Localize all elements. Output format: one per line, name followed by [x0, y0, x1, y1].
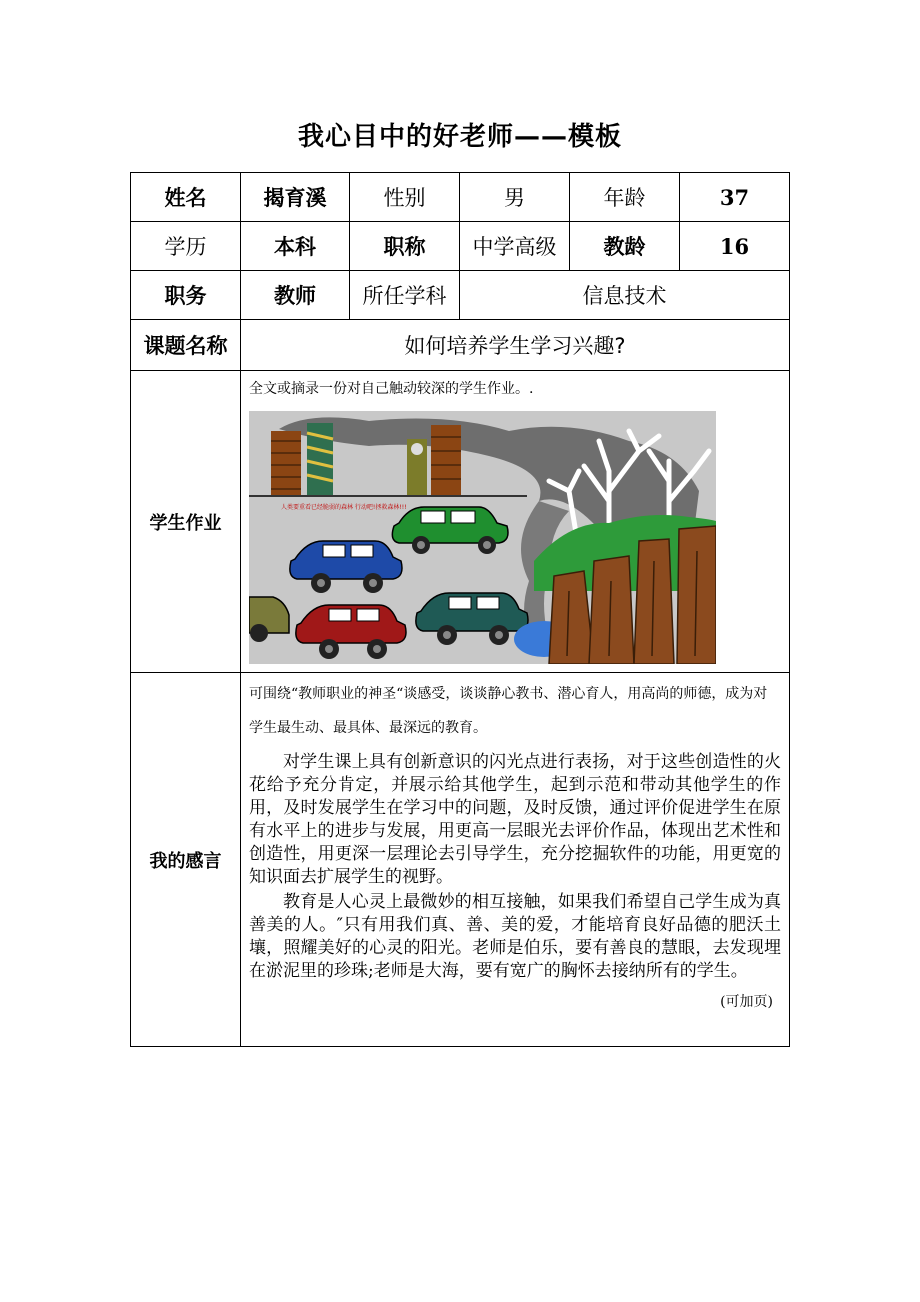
table-row	[131, 271, 790, 320]
gender-label: 性别	[350, 173, 460, 222]
drawing-caption: 人类要重看已经脆弱的森林 行动吧!拯救森林!!!	[281, 504, 407, 511]
subject-value: 信息技术	[460, 271, 790, 320]
page-title: 我心目中的好老师——模板	[297, 122, 622, 152]
name-value: 揭育溪	[241, 173, 350, 222]
table-row	[131, 371, 790, 673]
education-label: 学历	[131, 222, 241, 271]
teacher-info-table	[130, 172, 790, 1047]
homework-cell	[241, 371, 790, 673]
add-page-note: (可加页)	[720, 994, 773, 1010]
gender-value: 男	[460, 173, 570, 222]
table-row	[131, 222, 790, 271]
position-value: 教师	[241, 271, 350, 320]
reflection-prompt: 可围绕“教师职业的神圣“谈感受，谈谈静心教书、潜心育人，用高尚的师德，成为对学生最生动、最具体、最深远的教育。	[249, 686, 768, 736]
homework-label: 学生作业	[131, 371, 241, 673]
name-label: 姓名	[131, 173, 241, 222]
reflection-label: 我的感言	[131, 673, 241, 1047]
table-row	[131, 673, 790, 1047]
reflection-paragraph-1: 对学生课上具有创新意识的闪光点进行表扬，对于这些创造性的火花给予充分肯定，并展示给其他学生，起到示范和带动其他学生的作用，及时发展学生在学习中的问题，及时反馈，通过评价促进学生在原有水平上的进步与发展，用更高一层眼光去评价作品，体现出艺术性和创造性，用更深一层理论去引导学生，充分挖掘软件的功能，用更宽的知识面去扩展学生的视野。	[249, 752, 781, 887]
title-value: 中学高级	[460, 222, 570, 271]
subject-label: 所任学科	[350, 271, 460, 320]
topic-label: 课题名称	[131, 320, 241, 371]
table-row	[131, 320, 790, 371]
education-value: 本科	[241, 222, 350, 271]
age-value: 37	[680, 173, 790, 222]
reflection-paragraph-2: 教育是人心灵上最微妙的相互接触，如果我们希望自己学生成为真善美的人。″只有用我们真、善、美的爱，才能培育良好品德的肥沃土壤，照耀美好的心灵的阳光。老师是伯乐，要有善良的慧眼，去发现埋在淤泥里的珍珠;老师是大海，要有宽广的胸怀去接纳所有的学生。	[249, 892, 781, 981]
age-label: 年龄	[570, 173, 680, 222]
teaching-years-value: 16	[680, 222, 790, 271]
student-drawing	[249, 411, 716, 664]
position-label: 职务	[131, 271, 241, 320]
title-label: 职称	[350, 222, 460, 271]
teaching-years-label: 教龄	[570, 222, 680, 271]
table-row	[131, 173, 790, 222]
homework-intro: 全文或摘录一份对自己触动较深的学生作业。.	[249, 381, 534, 397]
topic-value: 如何培养学生学习兴趣?	[241, 320, 790, 371]
reflection-cell	[241, 673, 790, 1047]
